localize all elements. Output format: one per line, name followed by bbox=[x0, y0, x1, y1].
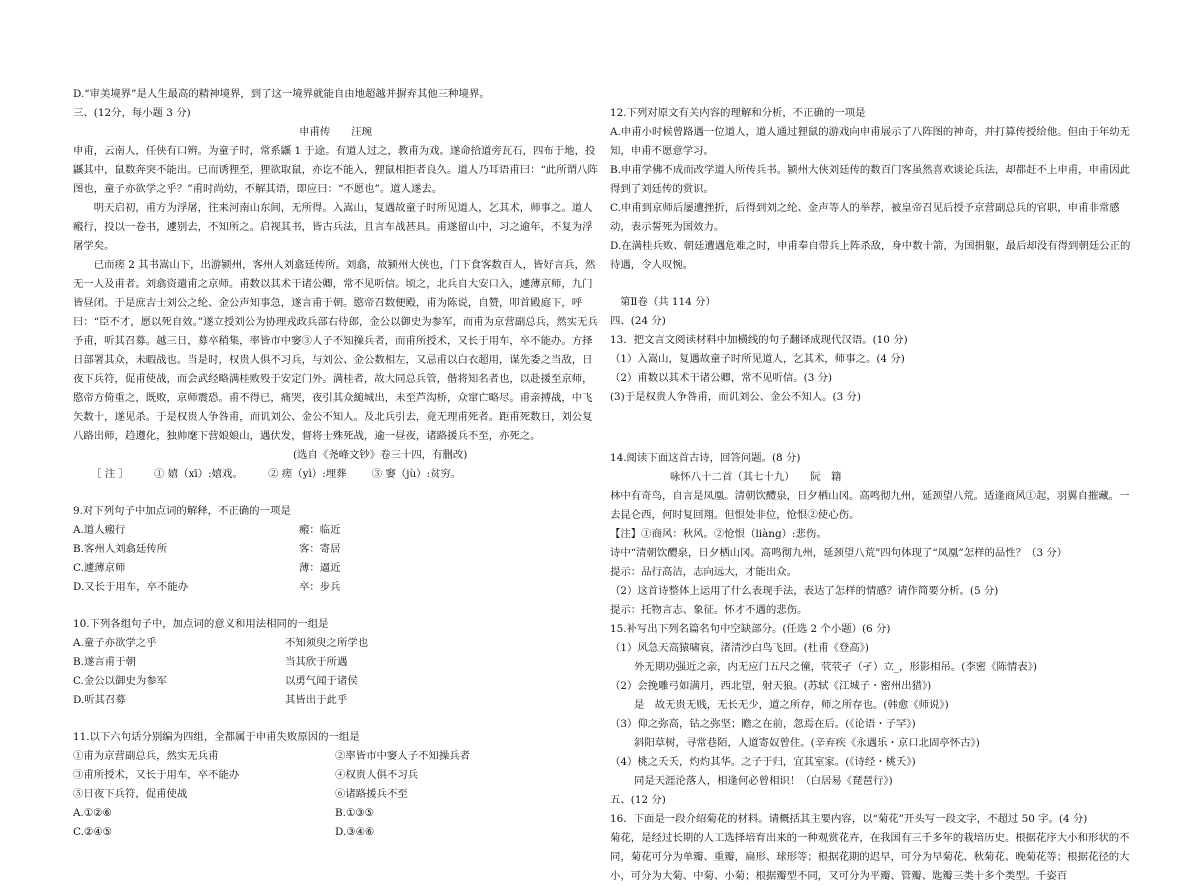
prev-question-option-d: D.“审美境界”是人生最高的精神境界，到了这一境界就能自由地超越并摒弃其他三种境界。 bbox=[73, 88, 490, 100]
question-15-item-1b: 外无期功强近之亲，内无应门五尺之僮，茕茕孑（孑）立_，形影相吊。(李密《陈情表》) bbox=[634, 661, 1037, 673]
poem-note: 【注】①商风：秋风。②怆恨（liàng）:悲伤。 bbox=[610, 528, 827, 540]
question-13-item-1: （1）入嵩山，复遇故童子时所见道人，乞其术，师事之。(4 分) bbox=[610, 353, 905, 365]
question-14-part-2: （2）这首诗整体上运用了什么表现手法，表达了怎样的情感？请作简要分析。(5 分) bbox=[610, 585, 999, 597]
question-9-option-c: C.遽薄京师 薄：逼近 bbox=[73, 562, 341, 574]
question-11-options-ab: A.①②⑥ B.①③⑤ bbox=[73, 807, 374, 819]
passage-paragraph-2: 明天启初，甫方为浮屠，往来河南山东间，无所得。入嵩山，复遇故童子时所见道人，乞其术，师事之。道人瘢行，投以一卷书，遽别去，不知所之。启视其书，皆古兵法，且言车战甚具。甫遂留山中，习之逾年，不复为浮屠学矣。 bbox=[73, 202, 593, 252]
note-2: ② 瘥（yì）:埋葬 bbox=[268, 468, 347, 480]
question-15-item-3b: 斜阳草树，寻常巷陌，人道寄奴曾住。(辛弃疾《永遇乐・京口北固亭怀古》) bbox=[634, 737, 980, 749]
question-10-option-d: D.听其召募 其皆出于此乎 bbox=[73, 694, 348, 706]
question-10-stem: 10.下列各组句子中，加点词的意义和用法相同的一组是 bbox=[73, 618, 329, 630]
question-16-stem: 16．下面是一段介绍菊花的材料。请概括其主要内容，以“菊花”开头写一段文字，不超过 50 字。(4 分) bbox=[610, 813, 1088, 825]
question-14-part-2-hint: 提示：托物言志、象征。怀才不遇的悲伤。 bbox=[610, 604, 808, 616]
question-11-items-1: ①甫为京营副总兵，然实无兵甫 ②率皆市中窭人子不知操兵者 bbox=[73, 750, 471, 762]
passage-paragraph-1: 申甫，云南人，任侠有口辨。为童子时，常系鼷 1 于途。有道人过之，教甫为戏。遂命拾道旁瓦石，四布于地，投鼷其中，鼠数奔突不能出。已而诱狸至，狸欲取鼠，亦讫不能入，狸鼠相拒者良久。道人乃耳语甫曰：“此所谓八阵图也，童子亦欲学之乎？”甫时尚幼，不解其语，即应曰：“不愿也”。道人遂去。 bbox=[73, 145, 598, 195]
section-3-header: 三、(12分，每小题 3 分) bbox=[73, 107, 191, 119]
question-9-option-a: A.道人瘢行 瘢：临近 bbox=[73, 524, 341, 536]
question-11-items-3: ⑤日夜下兵符，促甫使战 ⑥诸路援兵不至 bbox=[73, 788, 408, 800]
question-12-option-d: D.在满桂兵败、朝廷遭遇危难之时，申甫奉自带兵上阵杀敌，身中数十箭，为国捐躯，最后却没有得到朝廷公正的待遇，令人叹惋。 bbox=[610, 240, 1131, 271]
question-11-options-cd: C.②④⑤ D.③④⑥ bbox=[73, 826, 375, 838]
right-column bbox=[610, 104, 1136, 886]
section-4-header: 四、(24 分) bbox=[610, 315, 666, 327]
passage-title: 申甫传 汪琬 bbox=[299, 126, 372, 138]
part-2-header: 第Ⅱ卷（共 114 分） bbox=[620, 296, 716, 308]
section-5-header: 五、(12 分) bbox=[610, 794, 666, 806]
question-13-stem: 13．把文言文阅读材料中加横线的句子翻译成现代汉语。(10 分) bbox=[610, 334, 908, 346]
poem-title: 咏怀八十二首（其七十九） 阮 籍 bbox=[670, 471, 842, 483]
question-13-item-3: (3)于是权贵人争咎甫，而讥刘公、金公不知人。(3 分) bbox=[610, 391, 861, 403]
passage-source: (选自《尧峰文钞》卷三十四，有删改) bbox=[293, 449, 468, 461]
question-10-option-a: A.童子亦欲学之乎 不知须臾之所学也 bbox=[73, 637, 369, 649]
question-10-option-b: B.遂言甫于朝 当其欣于所遇 bbox=[73, 656, 348, 668]
question-9-option-b: B.客州人刘翕廷传所 客：寄居 bbox=[73, 543, 341, 555]
question-15-item-3a: （3）仰之弥高，钻之弥坚；瞻之在前，忽焉在后。(《论语・子罕》) bbox=[610, 718, 916, 730]
question-14-stem: 14.阅读下面这首古诗，回答问题。(8 分) bbox=[610, 452, 801, 464]
passage-paragraph-3: 已而瘥 2 其书嵩山下，出游颍州，客州人刘翕廷传所。刘翕，故颍州大侠也，门下食客数百人，皆好言兵，然无一人及甫者。刘翕资遣甫之京师。甫数以其术干诸公卿，常不见听信。顷之，北兵自大安口入，遽薄京师，九门皆昼闭。于是庶吉士刘公之纶、金公声知事急，遂言甫于朝。愍帝召数便殿，甫为陈说，自赞，叩首殿庭下，呼曰：“臣不才，愿以死自效。”遂立授刘公为协理戎政兵部右侍郎，金公以御史为参军，而甫为京营副总兵，然实无兵予甫，听其召募。越三日，募卒稍集，率皆市中窭③人子不知操兵者，而甫所授术，又长于用车，卒不能办。方择日部署其众，未暇战也。当是时，权贵人俱不习兵，与刘公、金公数相左，又忌甫以白衣超用，谋先委之当敌，日夜下兵符，促甫使战，而会武经略满桂败殁于安定门外。满桂者，故大同总兵管，偕将知名者也，以赴援至京师，愍帝方倚重之，既败，京师震恐。甫不得已，痛哭，夜引其众縋城出，未至芦沟桥，众窜亡略尽。甫亲搏战，中飞矢数十，遂见杀。于是权贵人争咎甫，而讥刘公、金公不知人。及北兵引去，竟无理甫死者。距甫死数日，刘公复八路出师，趋遵化，独帅麾下营娘娘山，遇伏发，督将士殊死战，逾一昼夜，诸路援兵不至，亦死之。 bbox=[73, 259, 598, 442]
question-9-option-d: D.又长于用车，卒不能办 卒：步兵 bbox=[73, 581, 341, 593]
question-15-item-1a: （1）风急天高猿啸哀，渚清沙白鸟飞回。(杜甫《登高》) bbox=[610, 642, 869, 654]
question-12-option-b: B.申甫学佛不成而改学道人所传兵书。颍州大侠刘廷传的数百门客虽然喜欢谈论兵法，却都赶不上申甫，申甫因此得到了刘廷传的赏识。 bbox=[610, 164, 1131, 195]
question-15-item-4a: （4）桃之夭夭，灼灼其华。之子于归，宜其室家。(《诗经・桃夭》) bbox=[610, 756, 916, 768]
question-12-stem: 12.下列对原文有关内容的理解和分析，不正确的一项是 bbox=[610, 107, 866, 119]
question-11-items-2: ③甫所授术，又长于用车，卒不能办 ④权贵人俱不习兵 bbox=[73, 769, 419, 781]
question-15-item-2a: （2）会挽雕弓如满月，西北望，射天狼。(苏轼《江城子・密州出猎》) bbox=[610, 680, 932, 692]
note-3: ③ 窭（jù）:贫穷。 bbox=[371, 468, 462, 480]
passage-notes bbox=[73, 465, 598, 484]
question-10-option-c: C.金公以御史为参军 以勇气闻于诸侯 bbox=[73, 675, 358, 687]
question-12-option-a: A.申甫小时候曾路遇一位道人，道人通过狸鼠的游戏向申甫展示了八阵图的神奇，并打算传授给他。但由于年幼无知，申甫不愿意学习。 bbox=[610, 126, 1130, 157]
question-11-stem: 11.以下六句话分别编为四组，全都属于申甫失败原因的一组是 bbox=[73, 731, 360, 743]
note-1: ① 嬉（xī）:嬉戏。 bbox=[154, 468, 243, 480]
question-12-option-c: C.申甫到京师后屡遭挫折，后得到刘之纶、金声等人的举荐，被皇帝召见后授予京营副总兵的官职，申甫非常感动，表示誓死为国效力。 bbox=[610, 202, 1120, 233]
question-16-material: 菊花，是经过长期的人工选择培育出来的一种观赏花卉，在我国有三千多年的栽培历史。根据花序大小和形状的不同，菊花可分为单瓣、重瓣，扁形、球形等；根据花期的迟早，可分为早菊花、秋菊花、晚菊花等；根据花径的大小，可分为大菊、中菊、小菊；根据瓣型不同，又可分为平瓣、管瓣、匙瓣三类十多个类型。千姿百 bbox=[610, 832, 1130, 882]
question-13-item-2: （2）甫数以其术干诸公卿，常不见听信。(3 分) bbox=[610, 372, 833, 384]
left-column bbox=[73, 85, 598, 842]
question-9-stem: 9.对下列句子中加点词的解释，不正确的一项是 bbox=[73, 505, 291, 517]
question-14-part-1: 诗中“清朝饮醴泉，日夕栖山冈。高鸣彻九州，延颈望八荒”四句体现了“凤凰”怎样的品性？（3 分） bbox=[610, 547, 1068, 559]
question-14-part-1-hint: 提示：品行高洁，志向远大，才能出众。 bbox=[610, 566, 798, 578]
question-15-item-2b: 是 故无贵无贱，无长无少，道之所存，师之所存也。(韩愈《师说》) bbox=[634, 699, 949, 711]
question-15-item-4b: 同是天涯沦落人，相逢何必曾相识！（白居易《琵琶行》) bbox=[634, 775, 893, 787]
poem-body: 林中有奇鸟，自言是凤凰。清朝饮醴泉，日夕栖山冈。高鸣彻九州，延颈望八荒。适逢商风①起，羽翼自摧藏。一去昆仑西，何时复回翔。但恨处非位，怆恨②使心伤。 bbox=[610, 490, 1130, 521]
notes-label: ［ 注 ］ bbox=[91, 468, 129, 480]
question-15-stem: 15.补写出下列名篇名句中空缺部分。(任选 2 个小题）(6 分) bbox=[610, 623, 891, 635]
